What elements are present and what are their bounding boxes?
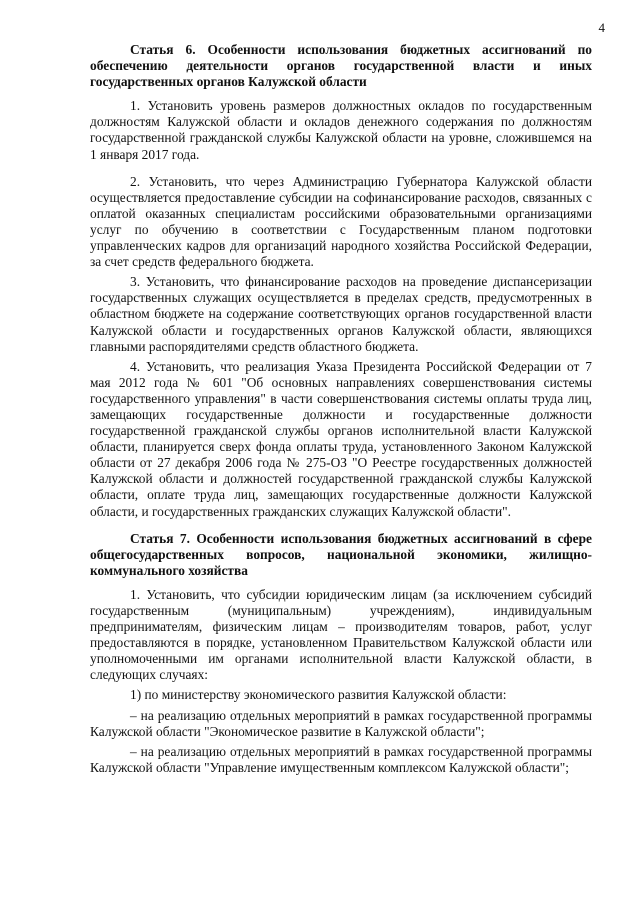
document-body bbox=[90, 42, 592, 776]
article-7-paragraph-3: – на реализацию отдельных мероприятий в рамках государственной программы Калужской области "Экономическое развитие в Калужской области"; bbox=[90, 707, 592, 739]
article-7-heading: Статья 7. Особенности использования бюджетных ассигнований в сфере общегосударственных вопросов, национальной экономики, жилищно-коммунального хозяйства bbox=[90, 530, 592, 578]
page-number: 4 bbox=[598, 20, 605, 35]
article-6-heading: Статья 6. Особенности использования бюджетных ассигнований по обеспечению деятельности органов государственной власти и иных государственных органов Калужской области bbox=[90, 42, 592, 90]
article-7-paragraph-1: 1. Установить, что субсидии юридическим лицам (за исключением субсидий государственным (муниципальным) учреждениям), индивидуальным предпринимателям, физическим лицам – производителям товаров, работ, услуг предоставляются в порядке, установленном Правительством Калужской области или уполномоченными им органами исполнительной власти Калужской области, в следующих случаях: bbox=[90, 586, 592, 683]
article-7-paragraph-4: – на реализацию отдельных мероприятий в рамках государственной программы Калужской области "Управление имущественным комплексом Калужской области"; bbox=[90, 743, 592, 775]
article-6-paragraph-4: 4. Установить, что реализация Указа Президента Российской Федерации от 7 мая 2012 года № 601 "Об основных направлениях совершенствования системы государственного управления" в части совершенствования системы оплаты труда лиц, замещающих государственные должности и государственные должности государственной гражданской службы органов исполнительной власти Калужской области, планируется сверх фонда оплаты труда, установленного Законом Калужской области от 27 декабря 2006 года № 275-ОЗ "О Реестре государственных должностей Калужской области и должностей государственной гражданской службы Калужской области, оплате труда лиц, замещающих государственные должности Калужской области, и государственных гражданских служащих Калужской области". bbox=[90, 358, 592, 519]
article-6-paragraph-3: 3. Установить, что финансирование расходов на проведение диспансеризации государственных служащих осуществляется в пределах средств, предусмотренных в областном бюджете на содержание соответствующих органов государственной власти Калужской области и государственных органов Калужской области, являющихся главными распорядителями средств областного бюджета. bbox=[90, 274, 592, 354]
article-6-paragraph-2: 2. Установить, что через Администрацию Губернатора Калужской области осуществляется предоставление субсидии на софинансирование расходов, связанных с оплатой оказанных специалистам российскими образовательными организациями услуг по обучению в соответствии с Государственным планом подготовки управленческих кадров для организаций народного хозяйства Российской Федерации, за счет средств федерального бюджета. bbox=[90, 173, 592, 270]
article-7-paragraph-2: 1) по министерству экономического развития Калужской области: bbox=[130, 687, 507, 703]
article-6-paragraph-1: 1. Установить уровень размеров должностных окладов по государственным должностям Калужской области и окладов денежного содержания по должностям государственной гражданской службы Калужской области на уровне, сложившемся на 1 января 2017 года. bbox=[90, 98, 592, 162]
